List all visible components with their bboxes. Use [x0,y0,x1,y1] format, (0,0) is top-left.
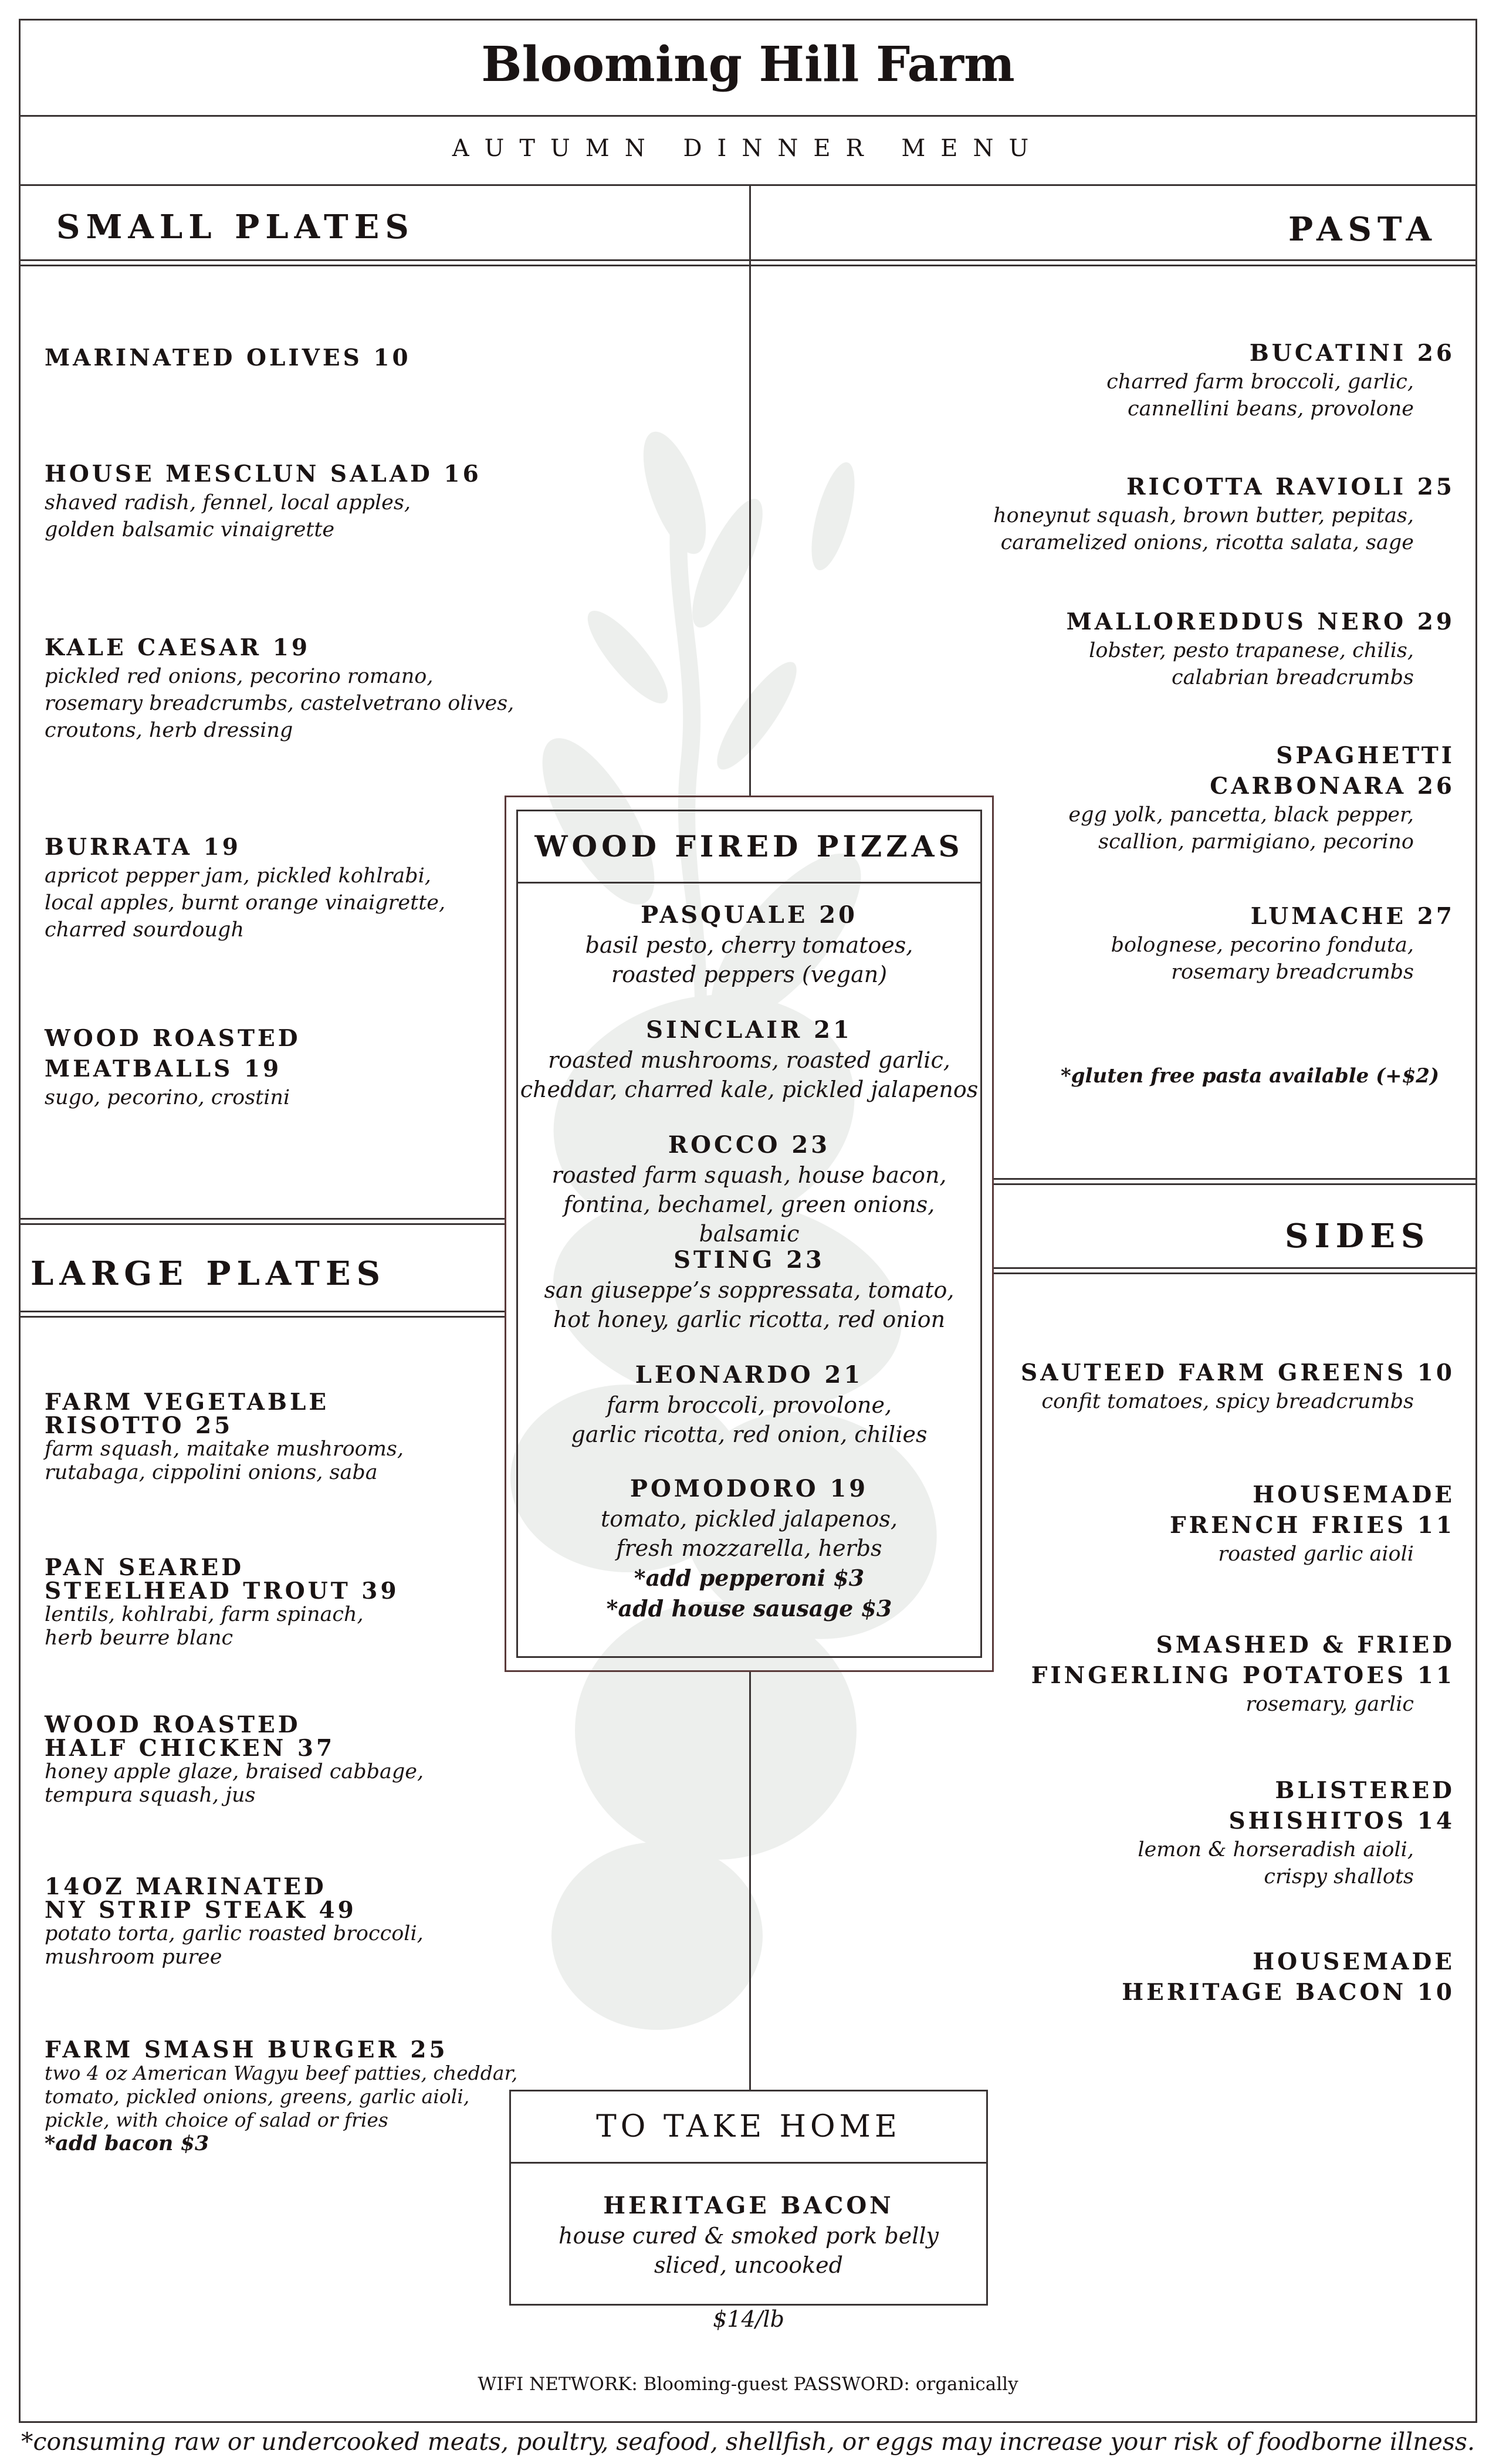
divider [19,115,1477,117]
item-name: POMODORO 19 [629,1475,869,1502]
divider [19,184,1477,186]
item-description: roasted garlic aioli [1218,1542,1414,1566]
section-rule [994,1267,1477,1274]
item-name: RICOTTA RAVIOLI 25 [1126,473,1455,500]
section-rule [749,259,1477,266]
large-plate-item [45,2038,517,2155]
item-price: $14/lb [713,2306,784,2332]
pizza-item [516,1130,982,1248]
item-name: HOUSE MESCLUN SALAD 16 [45,461,482,488]
item-name: HOUSEMADE FRENCH FRIES 11 [1169,1481,1455,1539]
item-name: SPAGHETTI CARBONARA 26 [1210,742,1455,800]
item-description: farm squash, maitake mushrooms, rutabaga, cippolini onions, saba [45,1437,404,1484]
item-name: HOUSEMADE HERITAGE BACON 10 [1122,1948,1455,2006]
small-plate-item [45,343,411,373]
item-description: two 4 oz American Wagyu beef patties, cheddar, tomato, pickled onions, greens, garlic aioli, pickle, with choice of salad or fries [45,2062,518,2131]
item-description: roasted farm squash, house bacon, fontina, bechamel, green onions, balsamic [551,1162,947,1247]
pizzas-heading: WOOD FIRED PIZZAS [516,810,982,884]
pizza-item [516,1360,982,1449]
take-home-item [509,2191,988,2334]
health-disclaimer: *consuming raw or undercooked meats, poultry, seafood, shellfish, or eggs may increase your risk of foodborne illness. [21,2428,1475,2456]
side-item [1170,1480,1455,1568]
item-description: san giuseppe’s soppressata, tomato, hot honey, garlic ricotta, red onion [544,1277,955,1332]
item-description: potato torta, garlic roasted broccoli, mushroom puree [45,1922,424,1969]
item-description: sugo, pecorino, crostini [45,1086,290,1109]
pasta-item [1067,607,1455,691]
item-name: 14OZ MARINATED NY STRIP STEAK 49 [45,1873,357,1924]
item-description: pickled red onions, pecorino romano, rosemary breadcrumbs, castelvetrano olives, croutons, herb dressing [45,665,515,742]
item-description: house cured & smoked pork belly sliced, uncooked [558,2223,939,2278]
large-plate-item [45,1390,404,1484]
pasta-item [1068,740,1455,855]
item-description: lemon & horseradish aioli, crispy shallots [1138,1838,1414,1888]
pizza-item [516,1245,982,1334]
item-addon: *add pepperoni $3 *add house sausage $3 [606,1565,892,1622]
item-name: PAN SEARED STEELHEAD TROUT 39 [45,1554,400,1605]
item-description: egg yolk, pancetta, black pepper, scallion, parmigiano, pecorino [1068,803,1414,854]
side-item [1021,1358,1455,1415]
gluten-free-note: *gluten free pasta available (+$2) [1061,1064,1440,1088]
item-name: ROCCO 23 [668,1131,831,1159]
item-name: MALLOREDDUS NERO 29 [1066,608,1455,635]
item-name: MARINATED OLIVES 10 [45,344,411,371]
pizza-item [516,1015,982,1104]
pasta-item [1106,338,1455,422]
item-description: basil pesto, cherry tomatoes, roasted peppers (vegan) [585,932,913,987]
menu-subtitle: AUTUMN DINNER MENU [452,135,1044,162]
item-description: confit tomatoes, spicy breadcrumbs [1041,1390,1414,1413]
item-name: LUMACHE 27 [1250,903,1455,930]
item-name: SMASHED & FRIED FINGERLING POTATOES 11 [1031,1632,1455,1689]
pasta-item [1111,901,1455,986]
section-rule [19,1311,505,1318]
item-description: shaved radish, fennel, local apples, golden balsamic vinaigrette [45,491,411,541]
restaurant-name: Blooming Hill Farm [481,36,1015,93]
item-description: honeynut squash, brown butter, pepitas, caramelized onions, ricotta salata, sage [993,504,1414,554]
small-plate-item [45,832,445,943]
take-home-heading: TO TAKE HOME [509,2090,988,2164]
item-description: bolognese, pecorino fonduta, rosemary breadcrumbs [1111,933,1414,984]
large-plate-item [45,1556,400,1650]
pizza-item [516,1474,982,1624]
section-rule [994,1178,1477,1185]
section-rule [19,259,749,266]
large-plate-item [45,1875,424,1969]
item-name: FARM SMASH BURGER 25 [45,2036,448,2063]
item-name: STING 23 [673,1246,825,1274]
item-name: LEONARDO 21 [635,1361,864,1389]
column-divider [749,1672,751,2090]
pasta-item [993,472,1455,556]
item-name: BUCATINI 26 [1249,340,1455,367]
item-description: tomato, pickled jalapenos, fresh mozzarella, herbs [601,1506,898,1561]
item-name: WOOD ROASTED MEATBALLS 19 [45,1025,301,1082]
wifi-info: WIFI NETWORK: Blooming-guest PASSWORD: organically [478,2374,1018,2395]
sides-heading: SIDES [1285,1217,1431,1255]
item-description: rosemary, garlic [1245,1693,1414,1716]
pasta-heading: PASTA [1288,210,1437,249]
item-description: apricot pepper jam, pickled kohlrabi, local apples, burnt orange vinaigrette, charred sourdough [45,864,446,942]
side-item [1031,1630,1455,1718]
small-plates-heading: SMALL PLATES [56,208,415,246]
item-name: HERITAGE BACON [603,2192,894,2219]
item-description: honey apple glaze, braised cabbage, tempura squash, jus [45,1760,424,1807]
small-plate-item [45,459,482,543]
column-divider [749,185,751,796]
side-item [1138,1775,1455,1890]
small-plate-item [45,632,514,744]
small-plate-item [45,1023,301,1111]
large-plates-heading: LARGE PLATES [31,1254,387,1293]
item-name: WOOD ROASTED HALF CHICKEN 37 [45,1711,336,1762]
item-name: SINCLAIR 21 [646,1016,852,1044]
side-item [1122,1947,1455,2008]
item-description: charred farm broccoli, garlic, cannellini beans, provolone [1106,370,1414,421]
item-name: BLISTERED SHISHITOS 14 [1228,1777,1455,1835]
pizza-item [516,900,982,989]
item-addon: *add bacon $3 [45,2131,209,2155]
item-name: PASQUALE 20 [641,901,858,929]
large-plate-item [45,1713,424,1807]
section-rule [19,1218,505,1225]
item-name: FARM VEGETABLE RISOTTO 25 [45,1389,330,1439]
item-description: farm broccoli, provolone, garlic ricotta, red onion, chilies [571,1392,928,1447]
item-name: BURRATA 19 [45,834,241,861]
item-description: lentils, kohlrabi, farm spinach, herb beurre blanc [45,1603,364,1650]
item-description: roasted mushrooms, roasted garlic, cheddar, charred kale, pickled jalapenos [520,1047,979,1102]
item-name: SAUTEED FARM GREENS 10 [1021,1359,1455,1386]
item-description: lobster, pesto trapanese, chilis, calabrian breadcrumbs [1089,639,1414,689]
item-name: KALE CAESAR 19 [45,634,311,661]
